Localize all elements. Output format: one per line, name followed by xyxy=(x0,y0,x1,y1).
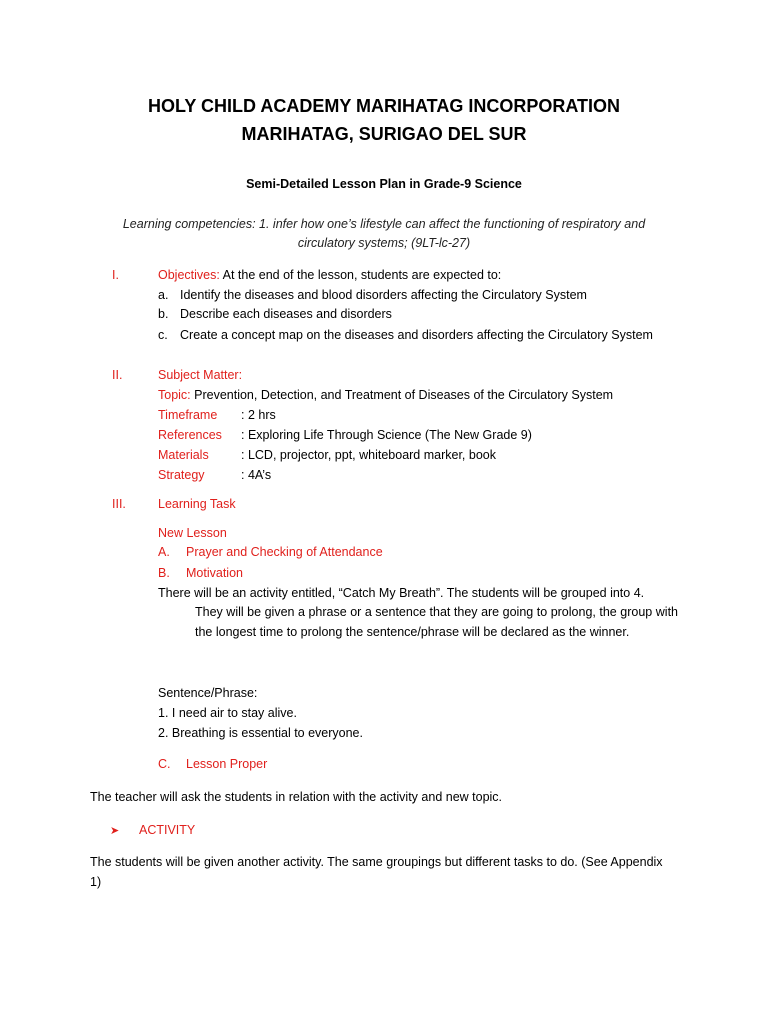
timeframe-value: : 2 hrs xyxy=(241,408,276,422)
references-value: : Exploring Life Through Science (The New Grade 9) xyxy=(241,428,532,442)
step-lesson-proper: Lesson Proper xyxy=(186,757,268,771)
objectives-label: Objectives: xyxy=(158,268,220,282)
subject-matter-numeral: II. xyxy=(112,368,123,382)
strategy-value: : 4A’s xyxy=(241,468,272,482)
arrow-bullet-icon: ➤ xyxy=(110,825,120,837)
plan-title: Semi-Detailed Lesson Plan in Grade-9 Science xyxy=(246,177,522,191)
sentence-phrase-label: Sentence/Phrase: xyxy=(158,686,258,700)
objectives-intro: At the end of the lesson, students are expected to: xyxy=(219,268,502,282)
school-location: MARIHATAG, SURIGAO DEL SUR xyxy=(241,124,527,144)
motivation-first-line: There will be an activity entitled, “Catch My Breath”. The students will be grouped into 4. xyxy=(158,586,645,600)
competency-line-2: circulatory systems; (9LT-lc-27) xyxy=(297,236,471,250)
step-prayer: Prayer and Checking of Attendance xyxy=(186,545,383,559)
sentence-item: 2. Breathing is essential to everyone. xyxy=(158,726,363,740)
objective-letter: c. xyxy=(158,328,168,342)
strategy-label: Strategy xyxy=(158,468,205,482)
step-letter: A. xyxy=(158,545,170,559)
sentence-item: 1. I need air to stay alive. xyxy=(158,706,297,720)
activity-line-2: 1) xyxy=(90,875,102,889)
teacher-instruction: The teacher will ask the students in relation with the activity and new topic. xyxy=(90,790,503,804)
new-lesson-label: New Lesson xyxy=(158,526,227,540)
topic-line xyxy=(158,388,613,402)
objectives-heading xyxy=(158,268,501,282)
references-label: References xyxy=(158,428,222,442)
competency-line-1: Learning competencies: 1. infer how one’s lifestyle can affect the functioning of respiratory and xyxy=(122,217,646,231)
materials-label: Materials xyxy=(158,448,209,462)
motivation-paragraph: They will be given a phrase or a sentence that they are going to prolong, the group with the longest time to prolong the sentence/phrase will be declared as the winner. xyxy=(195,605,678,639)
objective-letter: b. xyxy=(158,307,169,321)
activity-line-1: The students will be given another activity. The same groupings but different tasks to do. (See Appendix xyxy=(90,855,663,869)
step-letter: B. xyxy=(158,566,170,580)
timeframe-label: Timeframe xyxy=(158,408,218,422)
step-motivation: Motivation xyxy=(186,566,243,580)
topic-value: Prevention, Detection, and Treatment of Diseases of the Circulatory System xyxy=(190,388,614,402)
activity-heading: ACTIVITY xyxy=(139,823,196,837)
objectives-numeral: I. xyxy=(112,268,119,282)
subject-matter-label: Subject Matter: xyxy=(158,368,243,382)
objective-item: Describe each diseases and disorders xyxy=(180,307,392,321)
topic-label: Topic: xyxy=(158,388,191,402)
objective-item: Identify the diseases and blood disorders affecting the Circulatory System xyxy=(180,288,587,302)
learning-task-label: Learning Task xyxy=(158,497,236,511)
objective-letter: a. xyxy=(158,288,169,302)
school-name: HOLY CHILD ACADEMY MARIHATAG INCORPORATION xyxy=(147,96,620,116)
step-letter: C. xyxy=(158,757,171,771)
materials-value: : LCD, projector, ppt, whiteboard marker, book xyxy=(241,448,496,462)
learning-task-numeral: III. xyxy=(112,497,126,511)
objective-item: Create a concept map on the diseases and disorders affecting the Circulatory System xyxy=(180,328,653,342)
